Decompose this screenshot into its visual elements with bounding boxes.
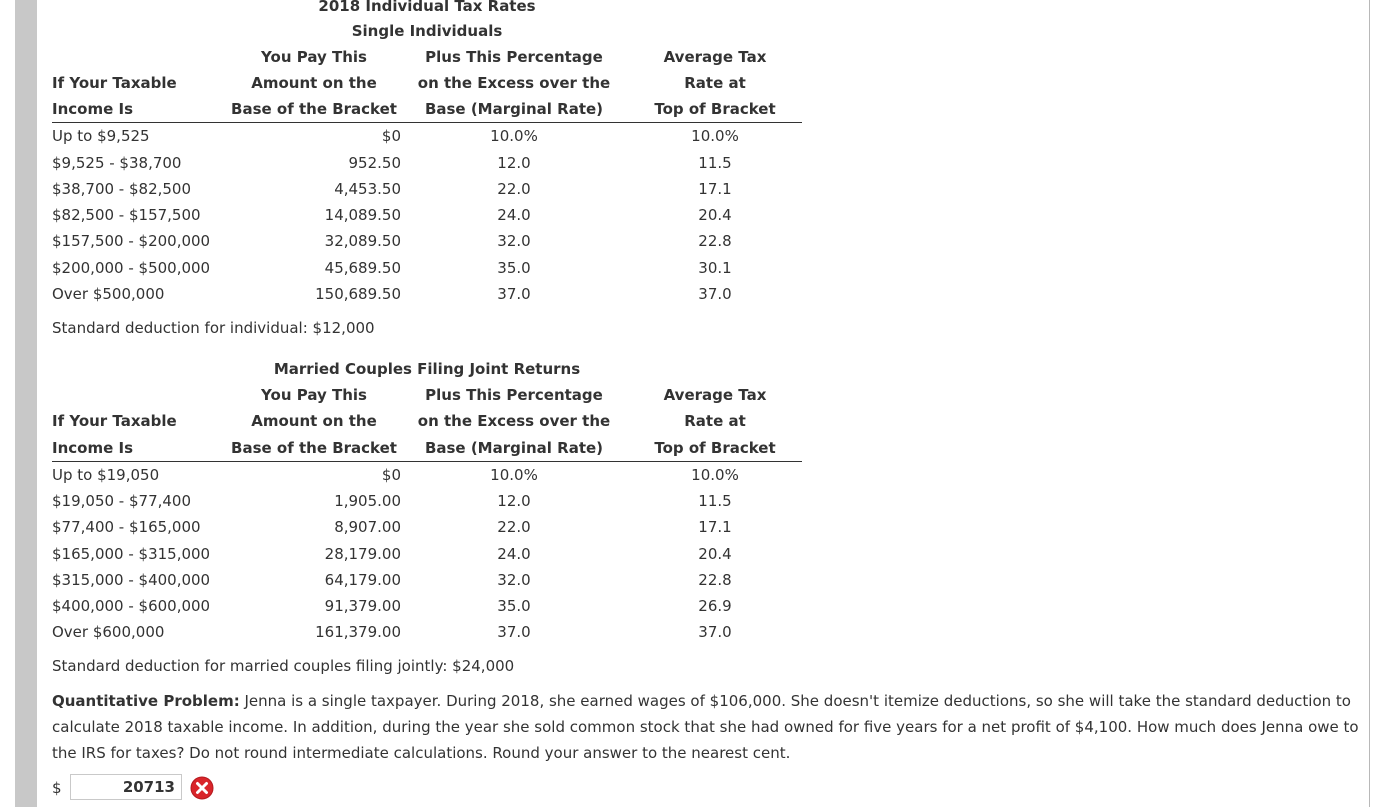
marginal-rate: 32.0 (497, 571, 531, 589)
problem-label: Quantitative Problem: (52, 692, 240, 710)
marginal-rate: 12.0 (497, 154, 531, 172)
average-rate: 10.0% (691, 466, 739, 484)
bracket-range: $82,500 - $157,500 (52, 206, 201, 224)
bracket-range: $157,500 - $200,000 (52, 232, 211, 250)
average-rate: 11.5 (698, 492, 732, 510)
marginal-rate: 32.0 (497, 232, 531, 250)
marginal-rate: 12.0 (497, 492, 531, 510)
single-header-divider (52, 122, 802, 123)
incorrect-x-icon (190, 776, 214, 800)
single-col1-header-line1: If Your Taxable (52, 74, 177, 92)
answer-input[interactable]: 20713 (70, 774, 182, 800)
single-col2-header-line2: Amount on the (251, 74, 377, 92)
single-col4-header-line2: Rate at (684, 74, 746, 92)
marginal-rate: 24.0 (497, 206, 531, 224)
married-col4-header-line2: Rate at (684, 412, 746, 430)
married-col2-header-line1: You Pay This (261, 386, 367, 404)
marginal-rate: 35.0 (497, 597, 531, 615)
single-col1-header-line2: Income Is (52, 100, 133, 118)
base-amount: 64,179.00 (324, 571, 401, 589)
single-col3-header-line3: Base (Marginal Rate) (424, 100, 604, 118)
single-col2-header-line3: Base of the Bracket (231, 100, 397, 118)
bracket-range: $400,000 - $600,000 (52, 597, 211, 615)
base-amount: $0 (381, 466, 401, 484)
base-amount: 150,689.50 (315, 285, 401, 303)
base-amount: 14,089.50 (324, 206, 401, 224)
marginal-rate: 35.0 (497, 259, 531, 277)
average-rate: 20.4 (698, 206, 732, 224)
married-col2-header-line3: Base of the Bracket (231, 439, 397, 457)
average-rate: 10.0% (691, 127, 739, 145)
base-amount: 32,089.50 (324, 232, 401, 250)
base-amount: 8,907.00 (334, 518, 401, 536)
bracket-range: $315,000 - $400,000 (52, 571, 211, 589)
bracket-range: $38,700 - $82,500 (52, 180, 192, 198)
marginal-rate: 10.0% (490, 127, 538, 145)
base-amount: 45,689.50 (324, 259, 401, 277)
problem-statement (52, 688, 1362, 766)
bracket-range: Over $600,000 (52, 623, 165, 641)
base-amount: 28,179.00 (324, 545, 401, 563)
married-col1-header-line2: Income Is (52, 439, 133, 457)
base-amount: 4,453.50 (334, 180, 401, 198)
bracket-range: $19,050 - $77,400 (52, 492, 192, 510)
average-rate: 22.8 (698, 232, 732, 250)
bracket-range: Up to $9,525 (52, 127, 150, 145)
currency-symbol: $ (52, 779, 62, 797)
average-rate: 17.1 (698, 180, 732, 198)
married-col3-header-line2: on the Excess over the (417, 412, 611, 430)
marginal-rate: 37.0 (497, 623, 531, 641)
marginal-rate: 10.0% (490, 466, 538, 484)
married-col3-header-line1: Plus This Percentage (425, 386, 603, 404)
single-standard-deduction: Standard deduction for individual: $12,000 (52, 319, 375, 337)
average-rate: 37.0 (698, 285, 732, 303)
married-header-divider (52, 461, 802, 462)
bracket-range: $165,000 - $315,000 (52, 545, 211, 563)
married-col1-header-line1: If Your Taxable (52, 412, 177, 430)
married-col2-header-line2: Amount on the (251, 412, 377, 430)
single-col4-header-line3: Top of Bracket (654, 100, 776, 118)
married-standard-deduction: Standard deduction for married couples filing jointly: $24,000 (52, 657, 515, 675)
base-amount: 91,379.00 (324, 597, 401, 615)
base-amount: 952.50 (348, 154, 401, 172)
average-rate: 37.0 (698, 623, 732, 641)
average-rate: 17.1 (698, 518, 732, 536)
bracket-range: $9,525 - $38,700 (52, 154, 182, 172)
marginal-rate: 22.0 (497, 180, 531, 198)
base-amount: 161,379.00 (315, 623, 401, 641)
married-col4-header-line3: Top of Bracket (654, 439, 776, 457)
married-table-heading: Married Couples Filing Joint Returns (273, 360, 581, 378)
marginal-rate: 37.0 (497, 285, 531, 303)
single-col2-header-line1: You Pay This (261, 48, 367, 66)
base-amount: $0 (381, 127, 401, 145)
married-col3-header-line3: Base (Marginal Rate) (424, 439, 604, 457)
average-rate: 22.8 (698, 571, 732, 589)
bracket-range: $77,400 - $165,000 (52, 518, 201, 536)
bracket-range: Up to $19,050 (52, 466, 160, 484)
average-rate: 26.9 (698, 597, 732, 615)
bracket-range: Over $500,000 (52, 285, 165, 303)
marginal-rate: 22.0 (497, 518, 531, 536)
single-table-heading: Single Individuals (351, 22, 503, 40)
page-title: 2018 Individual Tax Rates (318, 0, 536, 15)
average-rate: 30.1 (698, 259, 732, 277)
problem-text: Jenna is a single taxpayer. During 2018, she earned wages of $106,000. She doesn't itemize deductions, so she will take the standard deduction to calculate 2018 taxable income. In addition, during the year she sold common stock that she had owned for five years for a net profit of $4,100. How much does Jenna owe to the IRS for taxes? Do not round intermediate calculations. Round your answer to the nearest cent. (52, 692, 1359, 762)
married-col4-header-line1: Average Tax (663, 386, 767, 404)
single-col4-header-line1: Average Tax (663, 48, 767, 66)
bracket-range: $200,000 - $500,000 (52, 259, 211, 277)
base-amount: 1,905.00 (334, 492, 401, 510)
marginal-rate: 24.0 (497, 545, 531, 563)
single-col3-header-line1: Plus This Percentage (425, 48, 603, 66)
average-rate: 11.5 (698, 154, 732, 172)
single-col3-header-line2: on the Excess over the (417, 74, 611, 92)
average-rate: 20.4 (698, 545, 732, 563)
